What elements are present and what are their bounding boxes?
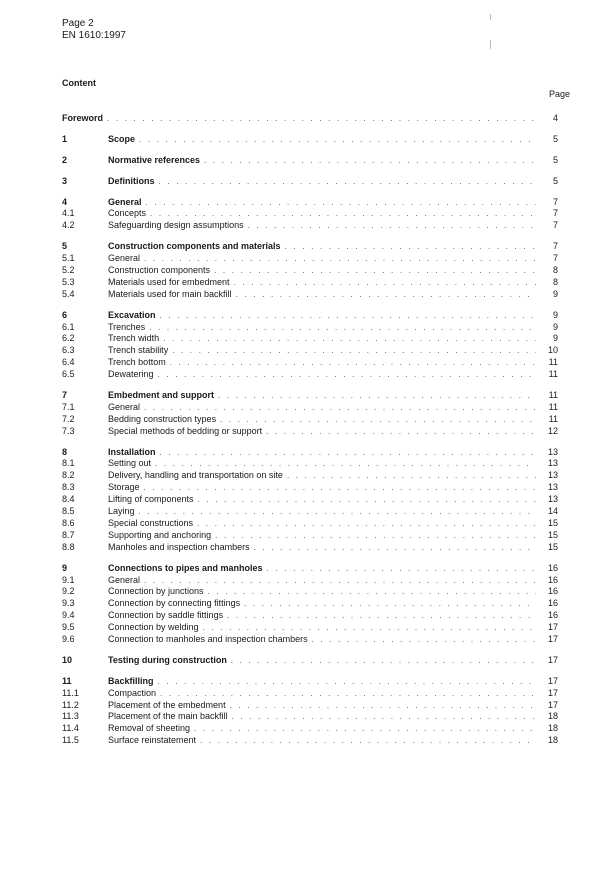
toc-entry-title: Materials used for embedment	[108, 276, 230, 287]
toc-subsection-entry[interactable]	[62, 598, 558, 610]
toc-entry-title: Surface reinstatement	[108, 735, 197, 746]
toc-entry-number: 11.1	[62, 687, 79, 698]
dot-leader	[197, 518, 536, 530]
toc-subsection-entry[interactable]	[62, 208, 558, 220]
dot-leader	[220, 414, 536, 426]
toc-entry-page: 15	[547, 541, 558, 552]
toc-entry-number: 11.3	[62, 711, 79, 722]
toc-entry-number: 8.3	[62, 482, 75, 493]
dot-leader	[194, 723, 536, 735]
toc-subsection-entry[interactable]	[62, 220, 558, 232]
toc-entry-title: Foreword	[62, 113, 104, 123]
toc-entry-page: 7	[552, 196, 558, 207]
toc-section-entry[interactable]	[62, 310, 558, 322]
toc-entry-number: 11.5	[62, 735, 79, 746]
toc-entry-title: General	[108, 574, 141, 585]
toc-subsection-entry[interactable]	[62, 253, 558, 265]
toc-subsection-entry[interactable]	[62, 369, 558, 381]
dot-leader	[204, 155, 536, 167]
dot-leader	[248, 220, 536, 232]
toc-entry-page: 9	[552, 288, 558, 299]
toc-entry-title: Lifting of components	[108, 494, 194, 505]
toc-subsection-entry[interactable]	[62, 518, 558, 530]
dot-leader	[266, 426, 536, 438]
toc-section-8	[62, 447, 558, 554]
dot-leader	[312, 634, 536, 646]
toc-entry-title: Trenches	[108, 321, 146, 332]
toc-entry-page: 4	[552, 113, 558, 123]
toc-section-2	[62, 155, 558, 167]
toc-entry-number: 8.8	[62, 541, 75, 552]
toc-entry-title: Construction components and materials	[108, 241, 281, 252]
toc-entry-number: 7	[62, 390, 68, 401]
page-column-label: Page	[549, 89, 571, 99]
toc-entry-number: 8.1	[62, 458, 75, 469]
toc-entry-number: 9.1	[62, 574, 75, 585]
dot-leader	[158, 369, 536, 381]
dot-leader	[215, 530, 536, 542]
toc-entry-page: 8	[552, 265, 558, 276]
toc-subsection-entry[interactable]	[62, 542, 558, 554]
toc-entry-number: 5.4	[62, 288, 75, 299]
toc-entry-number: 5.1	[62, 253, 75, 264]
toc-entry-number: 8.7	[62, 529, 75, 540]
toc-section-9	[62, 563, 558, 646]
toc-entry-page: 13	[547, 446, 558, 457]
toc-entry-page: 7	[552, 220, 558, 231]
toc-entry-number: 3	[62, 175, 68, 186]
dot-leader	[234, 277, 536, 289]
toc-entry-title: Storage	[108, 482, 140, 493]
toc-subsection-entry[interactable]	[62, 265, 558, 277]
toc-entry-number: 8.6	[62, 517, 75, 528]
toc-entry-title: Supporting and anchoring	[108, 529, 212, 540]
toc-subsection-entry[interactable]	[62, 530, 558, 542]
toc-entry-title: Connection by saddle fittings	[108, 610, 224, 621]
dot-leader	[267, 563, 536, 575]
toc-entry-number: 6.1	[62, 321, 75, 332]
toc-entry-page: 17	[547, 687, 558, 698]
toc-entry-number: 5.3	[62, 276, 75, 287]
dot-leader	[160, 310, 536, 322]
content-heading: Content	[62, 78, 96, 88]
dot-leader	[208, 586, 536, 598]
dot-leader	[158, 676, 536, 688]
toc-entry-page: 5	[552, 133, 558, 144]
dot-leader	[230, 700, 536, 712]
toc-entry-title: Scope	[108, 133, 136, 144]
dot-leader	[227, 610, 536, 622]
dot-leader	[155, 458, 536, 470]
toc-entry-page: 16	[547, 562, 558, 573]
toc-subsection-entry[interactable]	[62, 506, 558, 518]
toc-entry-title: Definitions	[108, 175, 155, 186]
toc-entry-page: 7	[552, 253, 558, 264]
toc-entry-title: Concepts	[108, 208, 147, 219]
table-of-contents	[62, 113, 558, 756]
toc-entry-number: 6.4	[62, 357, 75, 368]
dot-leader	[160, 447, 536, 459]
toc-subsection-entry[interactable]	[62, 333, 558, 345]
toc-section-entry[interactable]	[62, 563, 558, 575]
dot-leader	[146, 197, 536, 209]
toc-entry-number: 6.2	[62, 333, 75, 344]
toc-entry-page: 11	[548, 390, 558, 401]
toc-entry-page: 12	[547, 425, 558, 436]
toc-entry-number: 9.4	[62, 610, 75, 621]
toc-subsection-entry[interactable]	[62, 458, 558, 470]
toc-entry-title: Materials used for main backfill	[108, 288, 232, 299]
toc-entry-page: 11	[548, 413, 558, 424]
toc-entry-number: 7.2	[62, 413, 75, 424]
toc-entry-page: 18	[547, 711, 558, 722]
toc-section-entry[interactable]	[62, 134, 558, 146]
toc-subsection-entry[interactable]	[62, 494, 558, 506]
toc-section-entry[interactable]	[62, 197, 558, 209]
toc-entry-number: 4	[62, 196, 68, 207]
toc-entry-number: 9.6	[62, 633, 75, 644]
toc-entry-title: Connection by connecting fittings	[108, 598, 241, 609]
dot-leader	[287, 470, 536, 482]
toc-entry-number: 6	[62, 309, 68, 320]
toc-subsection-entry[interactable]	[62, 711, 558, 723]
toc-entry-page: 9	[552, 309, 558, 320]
toc-entry-title: Trench width	[108, 333, 160, 344]
toc-subsection-entry[interactable]	[62, 289, 558, 301]
toc-entry-page: 16	[547, 574, 558, 585]
toc-subsection-entry[interactable]	[62, 322, 558, 334]
toc-subsection-entry[interactable]	[62, 414, 558, 426]
toc-entry-title: Dewatering	[108, 369, 154, 380]
toc-entry-title: Laying	[108, 506, 135, 517]
dot-leader	[231, 655, 536, 667]
toc-entry-number: 8.4	[62, 494, 75, 505]
toc-entry-title: Testing during construction	[108, 654, 227, 665]
toc-entry-page: 17	[547, 633, 558, 644]
toc-entry-number: 2	[62, 154, 68, 165]
toc-entry-number: 7.1	[62, 401, 75, 412]
dot-leader	[144, 575, 536, 587]
toc-entry-number: 5	[62, 241, 68, 252]
toc-entry-number: 8	[62, 446, 68, 457]
dot-leader	[150, 208, 536, 220]
toc-section-entry[interactable]	[62, 676, 558, 688]
toc-entry-title: Trench stability	[108, 345, 169, 356]
toc-section-entry[interactable]	[62, 447, 558, 459]
dot-leader	[170, 357, 536, 369]
toc-entry-number: 11	[62, 675, 72, 686]
toc-entry-page: 7	[552, 208, 558, 219]
toc-entry-page: 13	[547, 470, 558, 481]
dot-leader	[214, 265, 536, 277]
toc-entry-number: 11.2	[62, 699, 79, 710]
toc-subsection-entry[interactable]	[62, 470, 558, 482]
toc-foreword	[62, 113, 558, 125]
toc-subsection-entry[interactable]	[62, 575, 558, 587]
toc-section-entry[interactable]	[62, 176, 558, 188]
toc-entry-title: Compaction	[108, 687, 157, 698]
toc-subsection-entry[interactable]	[62, 357, 558, 369]
toc-subsection-entry[interactable]	[62, 735, 558, 747]
toc-entry-title: General	[108, 196, 142, 207]
toc-entry-page: 15	[547, 517, 558, 528]
toc-entry[interactable]	[62, 113, 558, 125]
toc-entry-title: Removal of sheeting	[108, 723, 191, 734]
dot-leader	[139, 134, 536, 146]
dot-leader	[232, 711, 536, 723]
toc-entry-title: Safeguarding design assumptions	[108, 220, 244, 231]
toc-entry-page: 5	[552, 154, 558, 165]
toc-subsection-entry[interactable]	[62, 482, 558, 494]
toc-entry-number: 11.4	[62, 723, 79, 734]
page-number: Page 2	[62, 18, 94, 29]
toc-entry-title: Bedding construction types	[108, 413, 217, 424]
scan-mark	[490, 40, 491, 49]
toc-section-entry[interactable]	[62, 155, 558, 167]
toc-section-4	[62, 197, 558, 233]
toc-entry-title: Backfilling	[108, 675, 154, 686]
toc-entry-page: 13	[547, 482, 558, 493]
toc-entry-title: Delivery, handling and transportation on site	[108, 470, 283, 481]
toc-entry-page: 10	[547, 345, 558, 356]
dot-leader	[144, 402, 536, 414]
toc-entry-title: Embedment and support	[108, 390, 215, 401]
dot-leader	[218, 390, 536, 402]
toc-entry-number: 10	[62, 654, 73, 665]
toc-section-entry[interactable]	[62, 390, 558, 402]
dot-leader	[144, 482, 536, 494]
dot-leader	[139, 506, 536, 518]
toc-entry-page: 5	[552, 175, 558, 186]
toc-subsection-entry[interactable]	[62, 277, 558, 289]
toc-section-11	[62, 676, 558, 747]
toc-entry-title: Connection to manholes and inspection chambers	[108, 633, 308, 644]
toc-entry-number: 8.2	[62, 470, 75, 481]
toc-entry-page: 9	[552, 333, 558, 344]
toc-entry-title: Trench bottom	[108, 357, 166, 368]
dot-leader	[172, 345, 536, 357]
dot-leader	[198, 494, 536, 506]
toc-entry-page: 17	[547, 622, 558, 633]
toc-entry-title: General	[108, 401, 141, 412]
toc-section-6	[62, 310, 558, 381]
toc-entry-page: 16	[547, 586, 558, 597]
toc-subsection-entry[interactable]	[62, 688, 558, 700]
toc-entry-page: 18	[547, 735, 558, 746]
toc-entry-page: 17	[547, 675, 558, 686]
toc-entry-page: 13	[547, 458, 558, 469]
toc-entry-page: 17	[547, 699, 558, 710]
toc-section-entry[interactable]	[62, 655, 558, 667]
dot-leader	[144, 253, 536, 265]
dot-leader	[163, 333, 536, 345]
toc-subsection-entry[interactable]	[62, 700, 558, 712]
toc-entry-number: 5.2	[62, 265, 75, 276]
toc-section-1	[62, 134, 558, 146]
toc-entry-title: Connection by junctions	[108, 586, 204, 597]
toc-entry-title: Installation	[108, 446, 156, 457]
toc-entry-number: 9.2	[62, 586, 75, 597]
toc-section-5	[62, 241, 558, 300]
toc-entry-page: 18	[547, 723, 558, 734]
toc-entry-number: 4.1	[62, 208, 75, 219]
toc-entry-page: 14	[547, 506, 558, 517]
toc-entry-page: 8	[552, 276, 558, 287]
dot-leader	[244, 598, 536, 610]
dot-leader	[236, 289, 536, 301]
dot-leader	[149, 322, 536, 334]
toc-entry-page: 11	[548, 401, 558, 412]
toc-entry-title: Excavation	[108, 309, 156, 320]
toc-entry-title: Connections to pipes and manholes	[108, 562, 263, 573]
toc-entry-number: 9.5	[62, 622, 75, 633]
toc-subsection-entry[interactable]	[62, 634, 558, 646]
standard-id: EN 1610:1997	[62, 30, 126, 41]
toc-entry-number: 1	[62, 133, 68, 144]
toc-entry-number: 7.3	[62, 425, 75, 436]
toc-section-7	[62, 390, 558, 438]
toc-entry-title: Placement of the embedment	[108, 699, 226, 710]
toc-entry-title: Manholes and inspection chambers	[108, 541, 250, 552]
toc-entry-page: 7	[552, 241, 558, 252]
toc-subsection-entry[interactable]	[62, 723, 558, 735]
toc-entry-number: 9	[62, 562, 68, 573]
toc-entry-number: 6.5	[62, 369, 75, 380]
toc-subsection-entry[interactable]	[62, 345, 558, 357]
toc-entry-page: 9	[552, 321, 558, 332]
toc-subsection-entry[interactable]	[62, 586, 558, 598]
dot-leader	[160, 688, 536, 700]
toc-entry-title: Placement of the main backfill	[108, 711, 228, 722]
toc-section-entry[interactable]	[62, 241, 558, 253]
toc-entry-page: 17	[547, 654, 558, 665]
dot-leader	[285, 241, 536, 253]
toc-subsection-entry[interactable]	[62, 622, 558, 634]
toc-entry-page: 11	[548, 357, 558, 368]
toc-entry-number: 9.3	[62, 598, 75, 609]
toc-subsection-entry[interactable]	[62, 402, 558, 414]
toc-entry-number: 4.2	[62, 220, 75, 231]
toc-entry-title: Setting out	[108, 458, 152, 469]
toc-entry-title: Connection by welding	[108, 622, 199, 633]
dot-leader	[254, 542, 536, 554]
toc-section-10	[62, 655, 558, 667]
dot-leader	[159, 176, 537, 188]
toc-entry-page: 16	[547, 598, 558, 609]
toc-entry-title: Special constructions	[108, 517, 194, 528]
page-header	[62, 18, 126, 42]
toc-entry-title: General	[108, 253, 141, 264]
toc-section-3	[62, 176, 558, 188]
dot-leader	[107, 113, 536, 125]
toc-entry-number: 8.5	[62, 506, 75, 517]
dot-leader	[200, 735, 536, 747]
toc-subsection-entry[interactable]	[62, 426, 558, 438]
toc-entry-title: Construction components	[108, 265, 211, 276]
toc-entry-page: 15	[547, 529, 558, 540]
dot-leader	[203, 622, 536, 634]
toc-entry-page: 13	[547, 494, 558, 505]
scan-mark	[490, 14, 491, 20]
toc-entry-title: Normative references	[108, 154, 201, 165]
toc-entry-page: 16	[547, 610, 558, 621]
toc-entry-title: Special methods of bedding or support	[108, 425, 263, 436]
toc-subsection-entry[interactable]	[62, 610, 558, 622]
toc-entry-number: 6.3	[62, 345, 75, 356]
toc-entry-page: 11	[548, 369, 558, 380]
